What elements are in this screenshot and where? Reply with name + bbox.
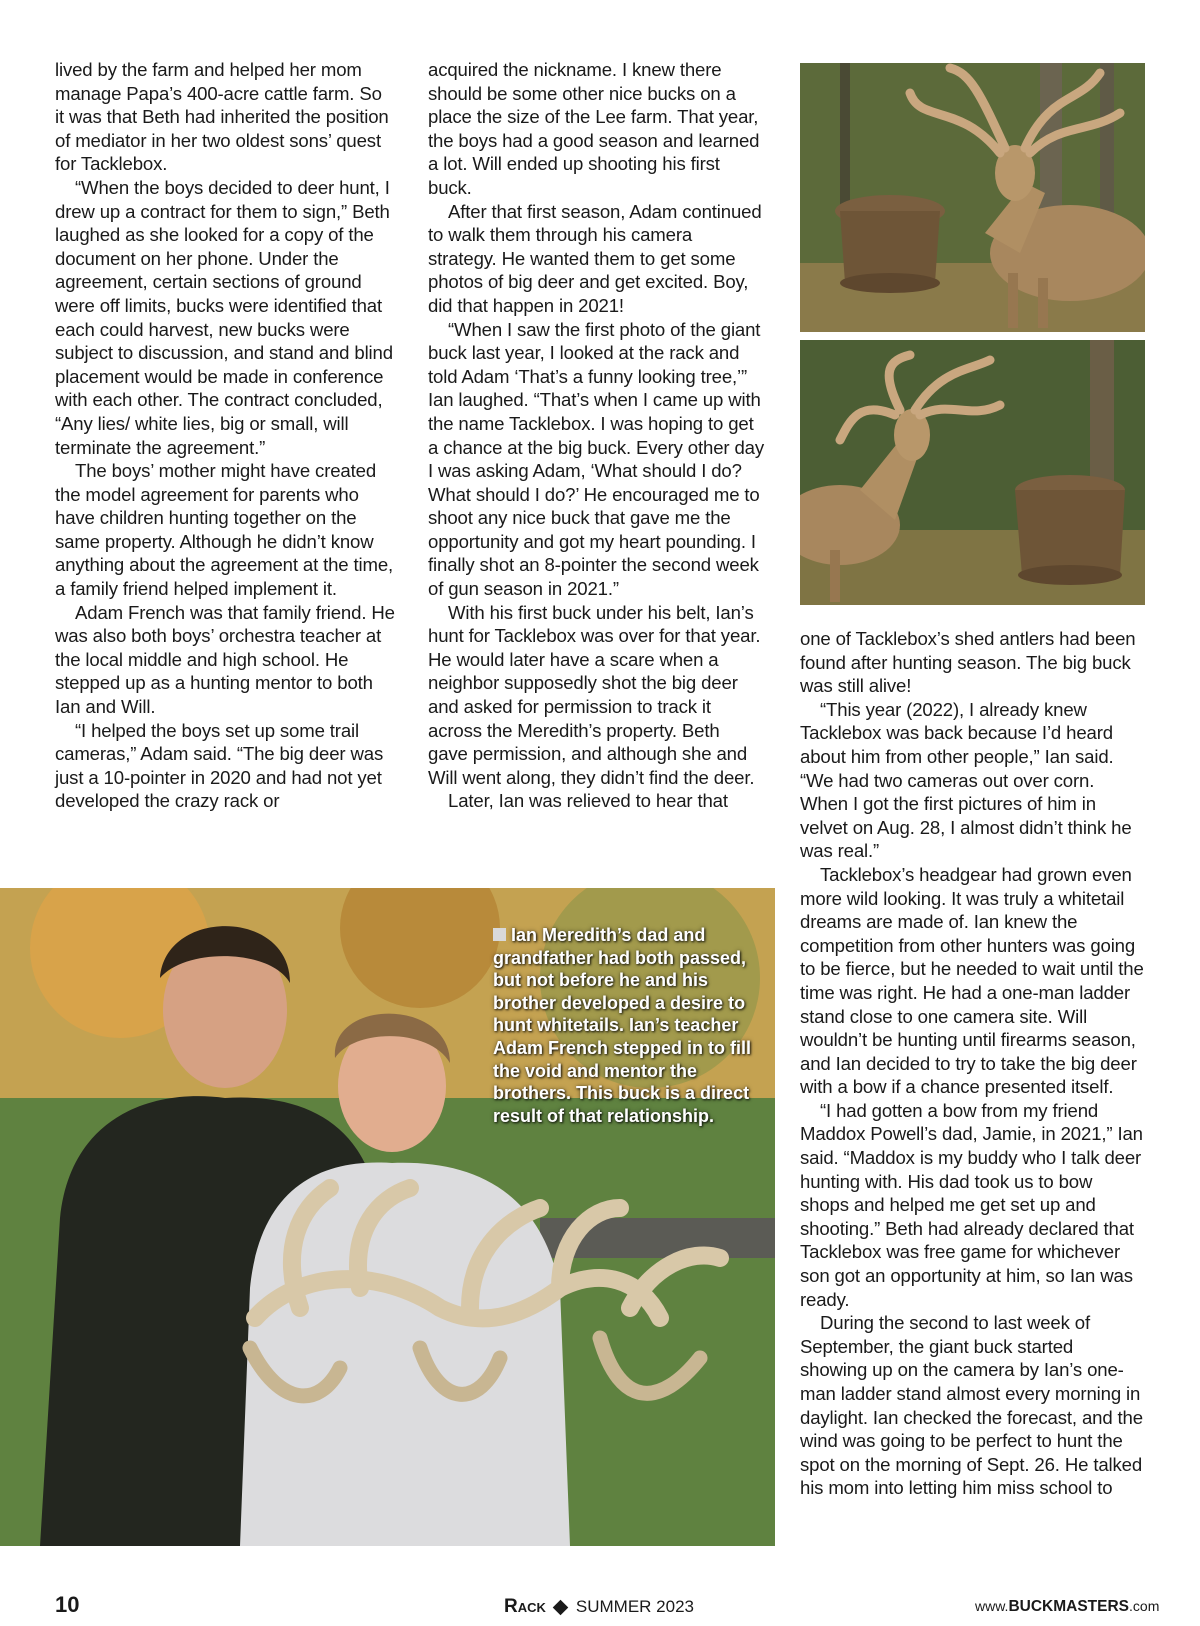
deer-photo-illustration [800, 340, 1145, 605]
paragraph: Tacklebox’s headgear had grown even more wild looking. It was truly a whitetail dreams are made of. Ian knew the competition from other hunters was going to be fierce, but he needed to wait until the time was right. He had a one-man ladder stand close to one camera site. Will wouldn’t be hunting until firearms season, and Ian decided to try to take the big deer with a bow if a chance presented itself. [800, 863, 1144, 1098]
url-prefix: www. [975, 1598, 1009, 1614]
url-brand: BUCKMASTERS [1008, 1598, 1130, 1615]
paragraph: one of Tacklebox’s shed antlers had been found after hunting season. The big buck was still alive! [800, 628, 1136, 697]
page-number: 10 [55, 1592, 80, 1617]
deer-photo-illustration [800, 63, 1145, 332]
caption-bullet-square [493, 928, 506, 941]
article-column-2 [428, 58, 764, 813]
magazine-name: Rack [504, 1596, 546, 1617]
paragraph: acquired the nickname. I knew there should be some other nice bucks on a place the size of the Lee farm. That year, the boys had a good season and learned a lot. Will ended up shooting his first buck. [428, 59, 760, 198]
article-column-3 [800, 627, 1145, 1500]
paragraph: lived by the farm and helped her mom manage Papa’s 400-acre cattle farm. So it was that Beth had inherited the position of mediator in her two oldest sons’ quest for Tacklebox. [55, 59, 389, 175]
url-suffix: .com [1129, 1598, 1160, 1614]
caption-text: Ian Meredith’s dad and grandfather had both passed, but not before he and his brother developed a desire to hunt whitetails. Ian’s teacher Adam French stepped in to fill the void and mentor the brothers. This buck is a direct result of that relationship. [493, 925, 752, 1126]
paragraph: Adam French was that family friend. He was also both boys’ orchestra teacher at the local middle and high school. He stepped up as a hunting mentor to both Ian and Will. [55, 601, 395, 718]
diamond-icon [553, 1599, 569, 1615]
website-url [975, 1598, 1159, 1616]
paragraph: Later, Ian was relieved to hear that [448, 790, 728, 812]
paragraph: The boys’ mother might have created the model agreement for parents who have children hunting together on the same property. Although he didn’t know anything about the agreement at the time, a family friend helped implement it. [55, 460, 394, 600]
paragraph: “This year (2022), I already knew Tacklebox was back because I’d heard about him from other people,” Ian said. “We had two cameras out over corn. When I got the first pictures of him in velvet on Aug. 28, I almost didn’t think he was real.” [800, 698, 1132, 862]
paragraph: “I helped the boys set up some trail cameras,” Adam said. “The big deer was just a 10-pointer in 2020 and had not yet developed the crazy rack or [55, 719, 384, 812]
paragraph: During the second to last week of September, the giant buck started showing up on the camera by Ian’s one-man ladder stand almost every morning in daylight. Ian checked the forecast, and the wind was going to be perfect to hunt the spot on the morning of Sept. 26. He talked his mom into letting him miss school to [800, 1312, 1143, 1499]
trail-camera-photo-1 [800, 63, 1145, 332]
magazine-footer [504, 1596, 694, 1618]
paragraph: “I had gotten a bow from my friend Maddox Powell’s dad, Jamie, in 2021,” Ian said. “Maddox is my buddy who I talk deer hunting with. His dad took us to bow shops and helped me get set up and shooting.” Beth had already declared that Tacklebox was free game for whichever son got an opportunity at him, so Ian was ready. [800, 1099, 1143, 1310]
paragraph: After that first season, Adam continued to walk them through his camera strategy. He wanted them to get some photos of big deer and get excited. Boy, did that happen in 2021! [428, 200, 762, 316]
article-column-1 [55, 58, 395, 813]
paragraph: “When the boys decided to deer hunt, I drew up a contract for them to sign,” Beth laughed as she looked for a copy of the document on her phone. Under the agreement, certain sections of ground were off limits, bucks were identified that each could harvest, new bucks were subject to discussion, and stand and blind placement would be made in conference with each other. The contract concluded, “Any lies/ white lies, big or small, will terminate the agreement.” [55, 176, 393, 458]
paragraph: “When I saw the first photo of the giant buck last year, I looked at the rack and told Adam ‘That’s a funny looking tree,’” Ian laughed. “That’s when I came up with the name Tacklebox. I was hoping to get a chance at the big buck. Every other day I was asking Adam, ‘What should I do? What should I do?’ He encouraged me to shoot any nice buck that gave me the opportunity and got my heart pounding. I finally shot an 8-pointer the second week of gun season in 2021.” [428, 318, 764, 600]
trail-camera-photo-2 [800, 340, 1145, 605]
issue-label: SUMMER 2023 [575, 1597, 694, 1616]
paragraph: With his first buck under his belt, Ian’s hunt for Tacklebox was over for that year. He would later have a scare when a neighbor supposedly shot the big deer and asked for permission to track it across the Meredith’s property. Beth gave permission, and although she and Will went along, they didn’t find the deer. [428, 601, 761, 788]
photo-caption [493, 924, 763, 1127]
